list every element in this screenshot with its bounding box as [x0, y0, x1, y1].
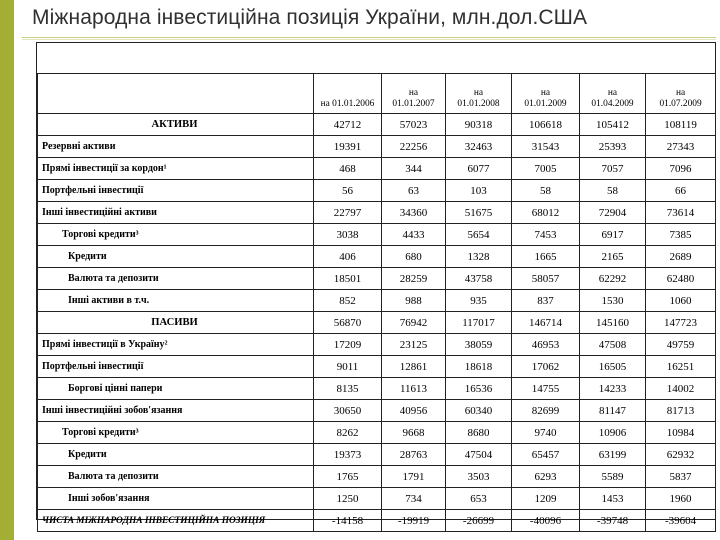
cell-value: 16536	[446, 378, 512, 400]
table-row	[38, 510, 716, 532]
cell-value: 81147	[580, 400, 646, 422]
row-label: Валюта та депозити	[38, 466, 314, 488]
cell-value: 4433	[382, 224, 446, 246]
cell-value: 6293	[512, 466, 580, 488]
cell-value: 51675	[446, 202, 512, 224]
cell-value: 5654	[446, 224, 512, 246]
table-row	[38, 334, 716, 356]
header-row	[38, 74, 716, 114]
cell-value: 14233	[580, 378, 646, 400]
cell-value: 103	[446, 180, 512, 202]
cell-value: 1665	[512, 246, 580, 268]
row-label: Торгові кредити³	[38, 422, 314, 444]
cell-value: 56870	[314, 312, 382, 334]
row-label: ПАСИВИ	[38, 312, 314, 334]
cell-value: 62932	[646, 444, 716, 466]
cell-value: 38059	[446, 334, 512, 356]
cell-value: 82699	[512, 400, 580, 422]
cell-value: 17209	[314, 334, 382, 356]
cell-value: 65457	[512, 444, 580, 466]
cell-value: 60340	[446, 400, 512, 422]
cell-value: 81713	[646, 400, 716, 422]
header-date: на 01.01.2007	[382, 74, 446, 114]
cell-value: 7005	[512, 158, 580, 180]
table-row	[38, 312, 716, 334]
cell-value: 344	[382, 158, 446, 180]
table-row	[38, 378, 716, 400]
row-label: Інші активи в т.ч.	[38, 290, 314, 312]
cell-value: 17062	[512, 356, 580, 378]
blank-row	[38, 43, 716, 74]
header-date: на 01.07.2009	[646, 74, 716, 114]
row-label: Валюта та депозити	[38, 268, 314, 290]
cell-value: 108119	[646, 114, 716, 136]
row-label: Кредити	[38, 246, 314, 268]
cell-value: 11613	[382, 378, 446, 400]
cell-value: 23125	[382, 334, 446, 356]
table-row	[38, 422, 716, 444]
table-row	[38, 444, 716, 466]
cell-value: 6917	[580, 224, 646, 246]
cell-value: 14755	[512, 378, 580, 400]
cell-value: 105412	[580, 114, 646, 136]
cell-value: 468	[314, 158, 382, 180]
cell-value: 1765	[314, 466, 382, 488]
row-label: Кредити	[38, 444, 314, 466]
cell-value: 1328	[446, 246, 512, 268]
cell-value: 73614	[646, 202, 716, 224]
cell-value: 76942	[382, 312, 446, 334]
title-underline	[22, 37, 716, 38]
cell-value: -40096	[512, 510, 580, 532]
cell-value: 66	[646, 180, 716, 202]
cell-value: 42712	[314, 114, 382, 136]
row-label: Портфельні інвестиції	[38, 180, 314, 202]
cell-value: 1530	[580, 290, 646, 312]
cell-value: 406	[314, 246, 382, 268]
cell-value: 49759	[646, 334, 716, 356]
cell-value: 58057	[512, 268, 580, 290]
table-row	[38, 290, 716, 312]
row-label: Торгові кредити³	[38, 224, 314, 246]
cell-value: 1453	[580, 488, 646, 510]
row-label: Портфельні інвестиції	[38, 356, 314, 378]
cell-value: 27343	[646, 136, 716, 158]
cell-value: 1960	[646, 488, 716, 510]
cell-value: 653	[446, 488, 512, 510]
cell-value: 117017	[446, 312, 512, 334]
cell-value: 9668	[382, 422, 446, 444]
cell-value: 62292	[580, 268, 646, 290]
cell-value: 2165	[580, 246, 646, 268]
row-label: Резервні активи	[38, 136, 314, 158]
header-date: на 01.01.2008	[446, 74, 512, 114]
cell-value: 34360	[382, 202, 446, 224]
header-date: на 01.04.2009	[580, 74, 646, 114]
table-row	[38, 356, 716, 378]
cell-value: 5589	[580, 466, 646, 488]
table-row	[38, 202, 716, 224]
table-row	[38, 466, 716, 488]
row-label: Прямі інвестиції за кордон¹	[38, 158, 314, 180]
cell-value: 63	[382, 180, 446, 202]
cell-value: 25393	[580, 136, 646, 158]
cell-value: 63199	[580, 444, 646, 466]
cell-value: 6077	[446, 158, 512, 180]
cell-value: 10906	[580, 422, 646, 444]
cell-value: 46953	[512, 334, 580, 356]
cell-value: 68012	[512, 202, 580, 224]
cell-value: 47508	[580, 334, 646, 356]
cell-value: 16251	[646, 356, 716, 378]
table-row	[38, 158, 716, 180]
cell-value: 1060	[646, 290, 716, 312]
cell-value: 1209	[512, 488, 580, 510]
row-label: Інші інвестиційні активи	[38, 202, 314, 224]
cell-value: 58	[512, 180, 580, 202]
cell-value: 988	[382, 290, 446, 312]
cell-value: 8680	[446, 422, 512, 444]
cell-value: 16505	[580, 356, 646, 378]
cell-value: 935	[446, 290, 512, 312]
cell-value: 43758	[446, 268, 512, 290]
cell-value: 837	[512, 290, 580, 312]
cell-value: 62480	[646, 268, 716, 290]
header-corner	[38, 74, 314, 114]
row-label: Боргові цінні папери	[38, 378, 314, 400]
cell-value: 146714	[512, 312, 580, 334]
title-underline-secondary	[22, 39, 716, 40]
cell-value: -14158	[314, 510, 382, 532]
cell-value: 32463	[446, 136, 512, 158]
cell-value: 57023	[382, 114, 446, 136]
cell-value: 40956	[382, 400, 446, 422]
cell-value: 1791	[382, 466, 446, 488]
cell-value: 7385	[646, 224, 716, 246]
cell-value: 72904	[580, 202, 646, 224]
cell-value: 14002	[646, 378, 716, 400]
cell-value: 106618	[512, 114, 580, 136]
cell-value: -39604	[646, 510, 716, 532]
cell-value: 147723	[646, 312, 716, 334]
cell-value: -19919	[382, 510, 446, 532]
slide-title: Міжнародна інвестиційна позиція України, млн.дол.США	[32, 6, 588, 29]
cell-value: 90318	[446, 114, 512, 136]
header-date: на 01.01.2009	[512, 74, 580, 114]
investment-position-table	[36, 42, 716, 527]
cell-value: 10984	[646, 422, 716, 444]
accent-bar	[0, 0, 14, 540]
table-row	[38, 224, 716, 246]
row-label: Прямі інвестиції в Україну²	[38, 334, 314, 356]
table-row	[38, 400, 716, 422]
table-row	[38, 114, 716, 136]
cell-value: 7096	[646, 158, 716, 180]
cell-value: 5837	[646, 466, 716, 488]
cell-value: -39748	[580, 510, 646, 532]
cell-value: 145160	[580, 312, 646, 334]
cell-value: 3503	[446, 466, 512, 488]
cell-value: 22797	[314, 202, 382, 224]
cell-value: 9011	[314, 356, 382, 378]
cell-value: 2689	[646, 246, 716, 268]
cell-value: 31543	[512, 136, 580, 158]
row-label: АКТИВИ	[38, 114, 314, 136]
data-table	[37, 43, 716, 532]
cell-value: 9740	[512, 422, 580, 444]
cell-value: 7057	[580, 158, 646, 180]
header-date: на 01.01.2006	[314, 74, 382, 114]
row-label: Інші інвестиційні зобов'язання	[38, 400, 314, 422]
cell-value: 28259	[382, 268, 446, 290]
cell-value: 30650	[314, 400, 382, 422]
cell-value: 852	[314, 290, 382, 312]
row-label: Інші зобов'язання	[38, 488, 314, 510]
table-row	[38, 180, 716, 202]
cell-value: 28763	[382, 444, 446, 466]
cell-value: 8135	[314, 378, 382, 400]
cell-value: 1250	[314, 488, 382, 510]
cell-value: 22256	[382, 136, 446, 158]
cell-value: 8262	[314, 422, 382, 444]
table-row	[38, 268, 716, 290]
row-label: ЧИСТА МІЖНАРОДНА ІНВЕСТИЦІЙНА ПОЗИЦІЯ	[38, 510, 314, 532]
table-row	[38, 246, 716, 268]
cell-value: 47504	[446, 444, 512, 466]
cell-value: 12861	[382, 356, 446, 378]
cell-value: -26699	[446, 510, 512, 532]
cell-value: 18501	[314, 268, 382, 290]
cell-value: 18618	[446, 356, 512, 378]
cell-value: 19391	[314, 136, 382, 158]
cell-value: 58	[580, 180, 646, 202]
table-row	[38, 488, 716, 510]
cell-value: 734	[382, 488, 446, 510]
cell-value: 680	[382, 246, 446, 268]
table-row	[38, 136, 716, 158]
cell-value: 19373	[314, 444, 382, 466]
cell-value: 3038	[314, 224, 382, 246]
cell-value: 56	[314, 180, 382, 202]
cell-value: 7453	[512, 224, 580, 246]
